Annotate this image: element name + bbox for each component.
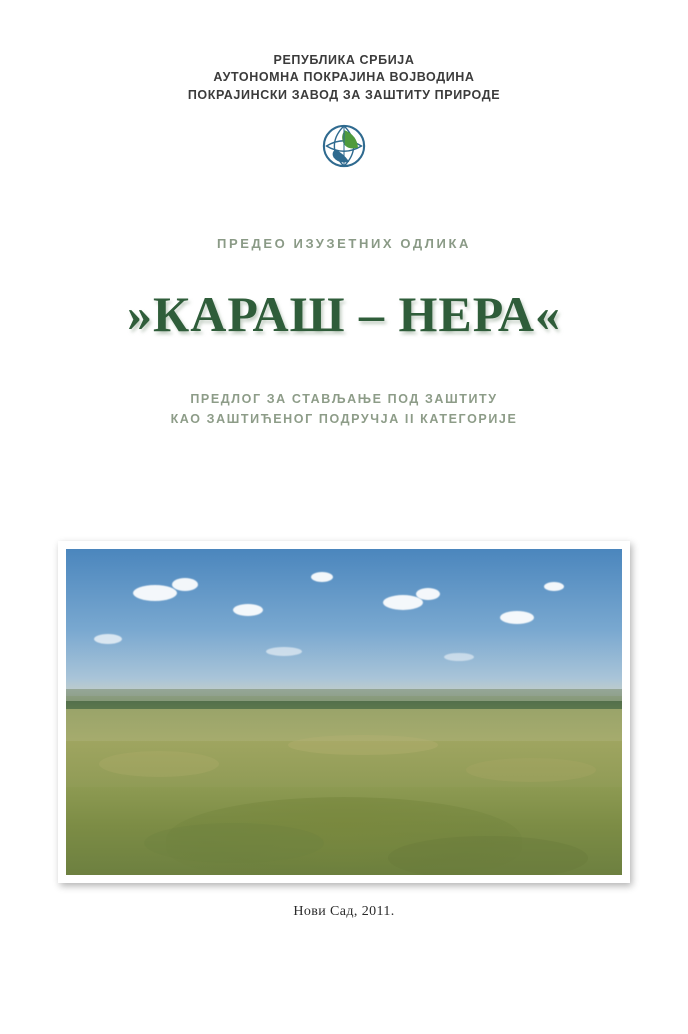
cover-photo-frame bbox=[58, 541, 630, 883]
institution-line-3: ПОКРАЈИНСКИ ЗАВОД ЗА ЗАШТИТУ ПРИРОДЕ bbox=[187, 87, 501, 102]
subtitle-line-1: ПРЕДЛОГ ЗА СТАВЉАЊЕ ПОД ЗАШТИТУ bbox=[190, 391, 498, 406]
institution-line-1: РЕПУБЛИКА СРБИЈА bbox=[273, 53, 415, 67]
photo-patch bbox=[144, 823, 324, 863]
photo-patch bbox=[288, 735, 438, 755]
subtitle-line-2: КАО ЗАШТИЋЕНОГ ПОДРУЧЈА II КАТЕГОРИЈЕ bbox=[170, 411, 518, 426]
institute-logo-icon bbox=[316, 118, 372, 174]
cloud-icon bbox=[500, 611, 534, 624]
page-title: »КАРАШ – НЕРА« bbox=[126, 285, 562, 342]
logo-container bbox=[0, 118, 688, 174]
photo-patch bbox=[99, 751, 219, 777]
institution-header bbox=[0, 52, 688, 104]
category-label: ПРЕДЕО ИЗУЗЕТНИХ ОДЛИКА bbox=[217, 235, 471, 251]
photo-patch bbox=[466, 758, 596, 782]
photo-patch bbox=[388, 836, 588, 875]
cloud-icon bbox=[94, 634, 122, 644]
institution-line-2: АУТОНОМНА ПОКРАЈИНА ВОЈВОДИНА bbox=[213, 70, 475, 85]
cover-photo bbox=[66, 549, 622, 875]
cloud-icon bbox=[266, 647, 302, 656]
subtitle-block bbox=[0, 389, 688, 429]
cloud-icon bbox=[544, 582, 564, 591]
publication-place-year: Нови Сад, 2011. bbox=[293, 904, 395, 919]
cloud-icon bbox=[133, 585, 177, 601]
photo-sky bbox=[66, 549, 622, 696]
cloud-icon bbox=[311, 572, 333, 582]
document-page bbox=[0, 52, 688, 1034]
